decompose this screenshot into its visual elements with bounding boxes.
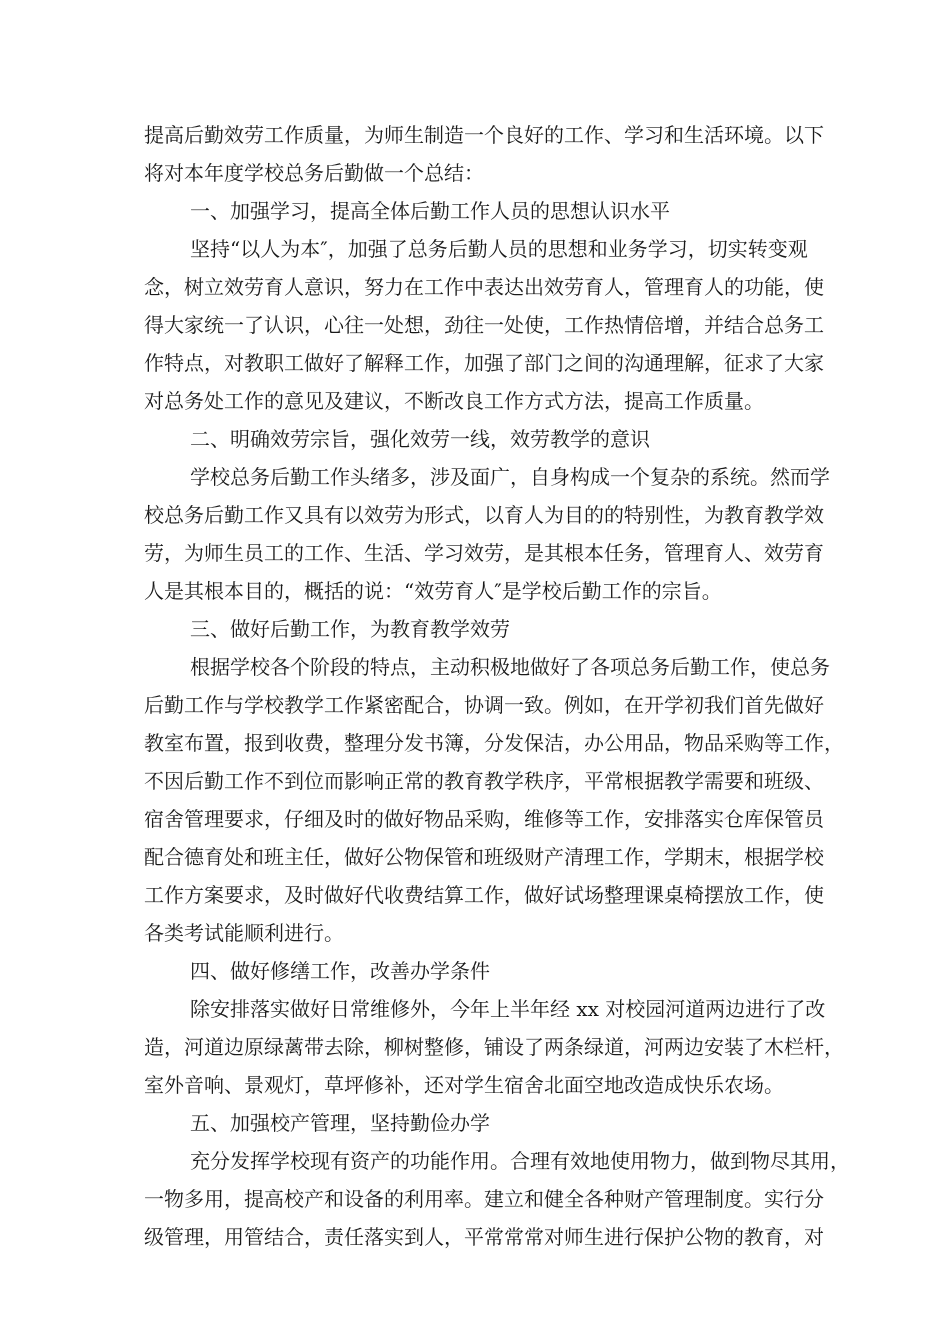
text-line: 人是其根本目的，概括的说：“效劳育人″是学校后勤工作的宗旨。 bbox=[144, 579, 722, 603]
text-line: 室外音响、景观灯，草坪修补，还对学生宿舍北面空地改造成快乐农场。 bbox=[144, 1073, 784, 1097]
text-line: 劳，为师生员工的工作、生活、学习效劳，是其根本任务，管理育人、效劳育 bbox=[144, 541, 824, 565]
text-line: 造，河道边原绿蓠带去除，柳树整修，铺设了两条绿道，河两边安装了木栏杆， bbox=[144, 1035, 844, 1059]
text-line: 将对本年度学校总务后勤做一个总结： bbox=[144, 161, 484, 185]
text-line: 各类考试能顺利进行。 bbox=[144, 921, 344, 945]
text-line: 念，树立效劳育人意识，努力在工作中表达出效劳育人，管理育人的功能，使 bbox=[144, 275, 824, 299]
text-line: 二、明确效劳宗旨，强化效劳一线，效劳教学的意识 bbox=[190, 427, 650, 451]
text-line: 四、做好修缮工作，改善办学条件 bbox=[190, 959, 490, 983]
text-line: 对总务处工作的意见及建议，不断改良工作方式方法，提高工作质量。 bbox=[144, 389, 764, 413]
text-line: 提高后勤效劳工作质量，为师生制造一个良好的工作、学习和生活环境。以下 bbox=[144, 123, 824, 147]
text-line: 除安排落实做好日常维修外，今年上半年经 xx 对校园河道两边进行了改 bbox=[190, 997, 826, 1021]
text-line: 作特点，对教职工做好了解释工作，加强了部门之间的沟通理解，征求了大家 bbox=[144, 351, 824, 375]
text-line: 坚持“以人为本″，加强了总务后勤人员的思想和业务学习，切实转变观 bbox=[190, 237, 808, 261]
text-line: 得大家统一了认识，心往一处想，劲往一处使，工作热情倍增，并结合总务工 bbox=[144, 313, 824, 337]
text-line: 三、做好后勤工作，为教育教学效劳 bbox=[190, 617, 510, 641]
text-line: 宿舍管理要求，仔细及时的做好物品采购，维修等工作，安排落实仓库保管员 bbox=[144, 807, 824, 831]
text-line: 不因后勤工作不到位而影响正常的教育教学秩序，平常根据教学需要和班级、 bbox=[144, 769, 824, 793]
text-line: 一物多用，提高校产和设备的利用率。建立和健全各种财产管理制度。实行分 bbox=[144, 1187, 824, 1211]
text-line: 一、加强学习，提高全体后勤工作人员的思想认识水平 bbox=[190, 199, 670, 223]
text-line: 配合德育处和班主任，做好公物保管和班级财产清理工作，学期末，根据学校 bbox=[144, 845, 824, 869]
text-line: 级管理，用管结合，责任落实到人，平常常常对师生进行保护公物的教育，对 bbox=[144, 1225, 824, 1249]
document-body bbox=[144, 116, 850, 1256]
text-line: 后勤工作与学校教学工作紧密配合，协调一致。例如，在开学初我们首先做好 bbox=[144, 693, 824, 717]
text-line: 教室布置，报到收费，整理分发书簿，分发保洁，办公用品，物品采购等工作， bbox=[144, 731, 844, 755]
text-line: 工作方案要求，及时做好代收费结算工作，做好试场整理课桌椅摆放工作，使 bbox=[144, 883, 824, 907]
text-line: 充分发挥学校现有资产的功能作用。合理有效地使用物力，做到物尽其用， bbox=[190, 1149, 850, 1173]
text-line: 学校总务后勤工作头绪多，涉及面广，自身构成一个复杂的系统。然而学 bbox=[190, 465, 830, 489]
text-line: 五、加强校产管理，坚持勤俭办学 bbox=[190, 1111, 490, 1135]
text-line: 根据学校各个阶段的特点，主动积极地做好了各项总务后勤工作，使总务 bbox=[190, 655, 830, 679]
text-line: 校总务后勤工作又具有以效劳为形式，以育人为目的的特别性，为教育教学效 bbox=[144, 503, 824, 527]
